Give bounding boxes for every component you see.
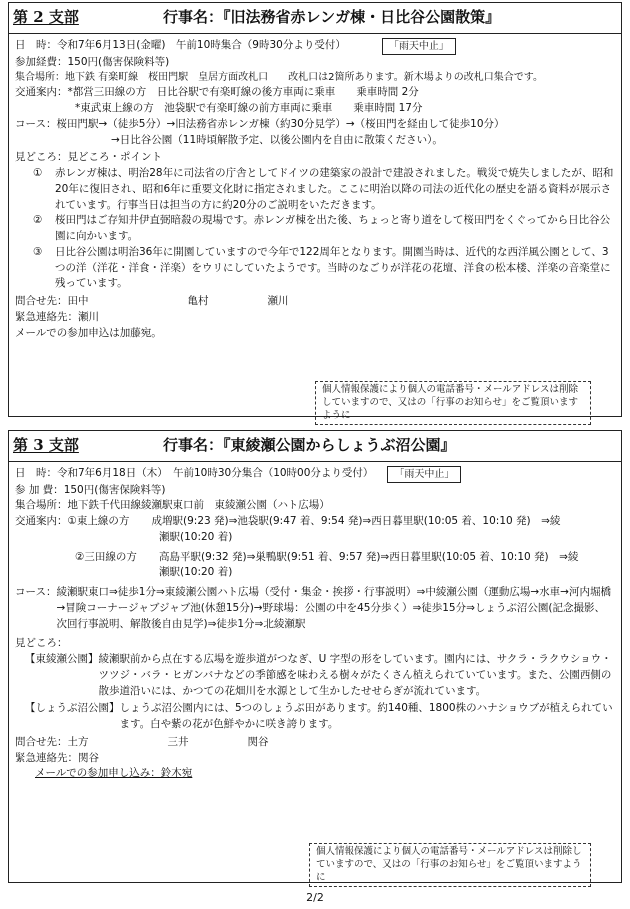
point-number: ③ bbox=[33, 245, 43, 258]
fee-label: 参 加 費： bbox=[15, 483, 64, 496]
route-2-arrival: 瀬駅(10:20 着) bbox=[159, 566, 233, 579]
spot-name: 【東綾瀬公園】 bbox=[25, 653, 99, 665]
emergency-label: 緊急連絡先： bbox=[15, 751, 78, 764]
meet-value: 地下鉄 有楽町線 桜田門駅 皇居方面改札口 改札口は2箇所あります。新木場よりの改札口集合です。 bbox=[65, 72, 543, 84]
route-2-schedule: 高島平駅(9:32 発)⇒巣鴨駅(9:51 着、9:57 発)⇒西日暮里駅(10:05 着、10:10 発) ⇒綾 bbox=[159, 550, 579, 563]
contacts-row bbox=[15, 294, 615, 310]
point-item bbox=[33, 245, 615, 292]
route-line-name: ①東上線の方 bbox=[67, 515, 130, 527]
contacts-row bbox=[15, 735, 615, 751]
meet-label: 集合場所： bbox=[15, 499, 68, 512]
point-text: 桜田門はご存知井伊直弼暗殺の現場です。赤レンガ棟を出た後、ちょっと寄り道をして桜田門をくぐってから日比谷公園に向かいます。 bbox=[55, 214, 611, 242]
access-label: 交通案内： bbox=[15, 515, 68, 527]
rain-cancel-badge: 「雨天中止」 bbox=[382, 38, 456, 55]
point-text: 赤レンガ棟は、明治28年に司法省の庁舎としてドイツの建築家の設計で建設されました。戦災で焼失しましたが、昭和20年に復旧され、昭和6年に重要文化財に指定されました。ここに明治以降の司法の近代化の歴史を語る資料が展示されています。行事当日は担当の方に約20分のご説明をいただきます。 bbox=[55, 167, 614, 211]
point-number: ② bbox=[33, 214, 43, 227]
spot-item bbox=[15, 701, 615, 733]
mail-note: メールでの参加申込は加藤宛。 bbox=[15, 326, 162, 339]
course-text: 綾瀬駅東口⇒徒歩1分⇒東綾瀬公園ハト広場（受付・集金・挨拶・行事説明）⇒中綾瀬公園（運動広場→水車→河内堀橋→冒険コーナージャブジャブ池(休憩15分)→野球場：公園の中を45分歩く）⇒徒歩15分⇒しょうぶ沼公園(記念撮影、次回行事説明、解散後自由見学)⇒徒歩1分⇒北綾瀬駅 bbox=[56, 586, 611, 630]
contact-name: 土方 bbox=[67, 735, 89, 748]
fee-value: 150円(傷害保険料等) bbox=[63, 483, 166, 496]
route-1-schedule: 成増駅(9:23 発)⇒池袋駅(9:47 着、9:54 発)⇒西日暮里駅(10:05 着、10:10 発) ⇒綾 bbox=[151, 515, 561, 527]
point-text: 日比谷公園は明治36年に開園していますので今年で122周年となります。開園当時は、近代的な西洋風公園として、3つの洋（洋花・洋食・洋楽）をウリにしていたようです。当時のなごりが洋花の花壇、洋食の松本楼、洋楽の音楽堂に残っています。 bbox=[55, 245, 611, 290]
date-value: 令和7年6月18日（木） 午前10時30分集合（10時00分より受付） bbox=[57, 466, 374, 479]
spot-description: 綾瀬駅前から点在する広場を遊歩道がつなぎ、U 字型の形をしています。園内には、サクラ・ラクウショウ・ツツジ・バラ・ヒガンバナなどの季節感を味わえる樹々がたくさん植えられていています。また、公園西側の散歩道沿いには、かつての花畑川を水源として生かしたせせらぎが流れています。 bbox=[98, 653, 612, 697]
contact-name: 関谷 bbox=[247, 735, 269, 748]
route-line-name: ②三田線の方 bbox=[75, 550, 137, 563]
spot-item bbox=[15, 652, 615, 699]
privacy-notice: 個人情報保護により個人の電話番号・メールアドレスは削除していますので、又はの「行事のお知らせ」をご覧頂いますように bbox=[315, 381, 591, 425]
contact-label: 問合せ先： bbox=[15, 295, 68, 307]
route-1-arrival: 瀬駅(10:20 着) bbox=[159, 530, 233, 543]
meet-value: 地下鉄千代田線綾瀬駅東口前 東綾瀬公園（ハト広場） bbox=[67, 499, 330, 512]
contact-name: 亀村 bbox=[187, 295, 209, 307]
emergency-contact: 瀬川 bbox=[78, 310, 99, 323]
course-label: コース： bbox=[15, 117, 57, 130]
meet-label: 集合場所： bbox=[15, 72, 65, 84]
emergency-label: 緊急連絡先： bbox=[15, 310, 78, 323]
spot-description: しょうぶ沼公園内には、5つのしょうぶ田があります。約140種、1800株のハナショウブが植えられています。白や紫の花が色鮮やかに咲き誇ります。 bbox=[119, 702, 613, 730]
section-header bbox=[9, 3, 621, 34]
fee-label: 参加経費： bbox=[15, 55, 68, 68]
branch-title: 第 3 支部 bbox=[13, 436, 79, 454]
section-header bbox=[9, 431, 621, 462]
access-line-1: *都営三田線の方 日比谷駅で有楽町線の後方車両に乗車 乗車時間 2分 bbox=[67, 86, 419, 99]
mail-note: メールでの参加申し込み：鈴木宛 bbox=[35, 767, 193, 780]
date-value: 令和7年6月13日(金曜) 午前10時集合（9時30分より受付） bbox=[57, 38, 346, 51]
course-line-1: 桜田門駅→（徒歩5分）→旧法務省赤レンガ棟（約30分見学）→（桜田門を経由して徒歩10分） bbox=[56, 117, 505, 130]
rain-cancel-badge: 「雨天中止」 bbox=[387, 466, 461, 483]
page-number: 2/2 bbox=[306, 891, 324, 904]
spot-name: 【しょうぶ沼公園】 bbox=[25, 702, 120, 715]
see-label: 見どころ： bbox=[15, 151, 68, 164]
point-item bbox=[33, 213, 615, 245]
date-label: 日 時： bbox=[15, 466, 57, 479]
contact-name: 瀬川 bbox=[267, 295, 289, 307]
access-line-2: *東武東上線の方 池袋駅で有楽町線の前方車両に乗車 乗車時間 17分 bbox=[75, 102, 423, 114]
course-line-2: →日比谷公園（11時頃解散予定、以後公園内を自由に散策ください）。 bbox=[111, 133, 443, 146]
event-title: 行事名：『旧法務省赤レンガ棟・日比谷公園散策』 bbox=[163, 8, 501, 26]
event-title: 行事名：『東綾瀬公園からしょうぶ沼公園』 bbox=[163, 436, 456, 454]
access-label: 交通案内： bbox=[15, 86, 68, 99]
see-label: 見どころ： bbox=[15, 637, 68, 650]
emergency-contact: 関谷 bbox=[78, 751, 99, 764]
course-label: コース： bbox=[15, 586, 57, 598]
contact-name: 三井 bbox=[167, 735, 189, 748]
branch-2-event-section bbox=[8, 2, 622, 421]
see-title: 見どころ・ポイント bbox=[67, 151, 162, 164]
point-number: ① bbox=[33, 167, 43, 179]
fee-value: 150円(傷害保険料等) bbox=[67, 55, 170, 68]
date-label: 日 時： bbox=[15, 38, 57, 51]
branch-title: 第 2 支部 bbox=[13, 8, 79, 26]
privacy-notice: 個人情報保護により個人の電話番号・メールアドレスは削除していますので、又はの「行事のお知らせ」をご覧頂いますように bbox=[309, 843, 591, 887]
point-item bbox=[33, 166, 615, 213]
contact-label: 問合せ先： bbox=[15, 735, 68, 748]
contact-name: 田中 bbox=[67, 295, 89, 307]
branch-3-event-section bbox=[8, 430, 622, 883]
